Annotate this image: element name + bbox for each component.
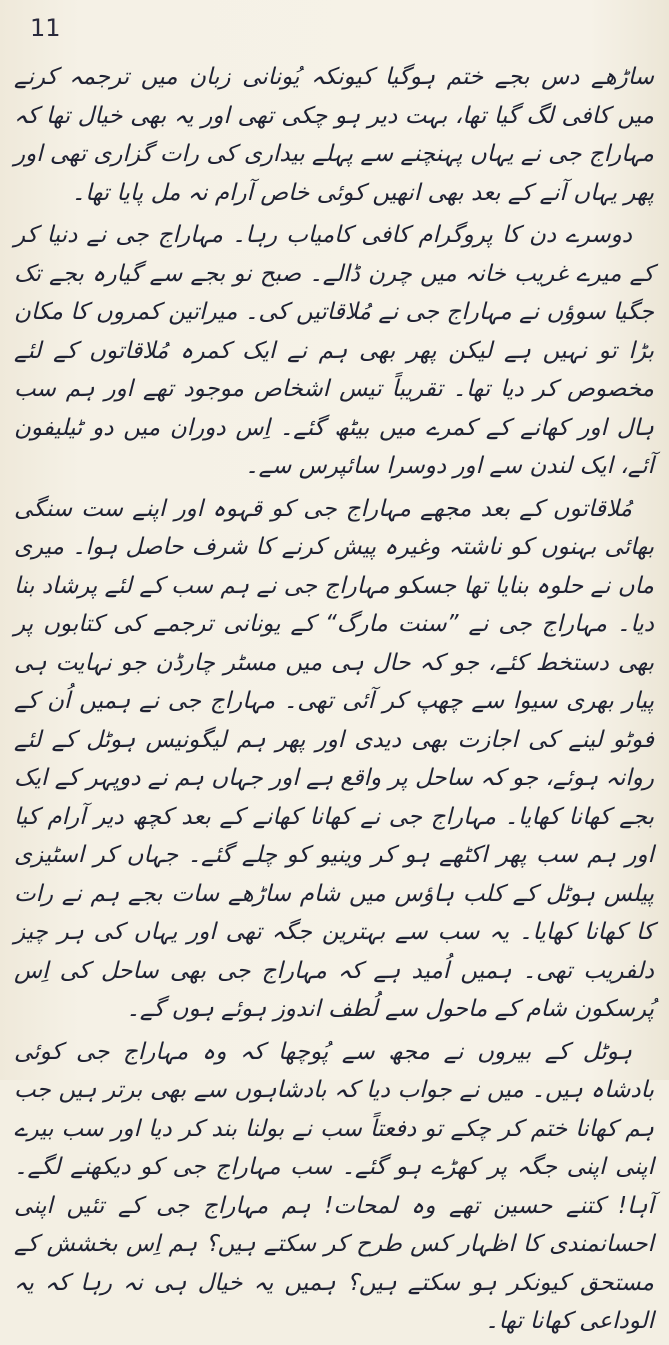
paragraph-4: ہوٹل کے بیروں نے مجھ سے پُوچھا کہ وہ مہاراج جی کوئی بادشاہ ہیں۔ میں نے جواب دیا کہ بادشاہوں سے بھی برتر ہیں جب ہم کھانا ختم کر چکے تو دفعتاً سب نے بولنا بند کر دیا اور سب بیرے اپنی اپنی جگہ پر کھڑے ہو گئے۔ سب مہاراج جی کو دیکھنے لگے۔ آہا! کتنے حسین تھے وہ لمحات! ہم مہاراج جی کے تئیں اپنی احسانمندی کا اظہار کس طرح کر سکتے ہیں؟ ہم اِس بخشش کے مستحق کیونکر ہو سکتے ہیں؟ ہمیں یہ خیال ہی نہ رہا کہ یہ الوداعی کھانا تھا۔ — [14, 1038, 654, 1334]
urdu-text-body — [14, 58, 654, 1345]
paragraph-3: مُلاقاتوں کے بعد مجھے مہاراج جی کو قہوہ اور اپنے ست سنگی بھائی بہنوں کو ناشتہ وغیرہ پیش کرنے کا شرف حاصل ہوا۔ میری ماں نے حلوہ بنایا تھا جسکو مہاراج جی نے ہم سب کے لئے پرشاد بنا دیا۔ مہاراج جی نے ”سنت مارگ“ کے یونانی ترجمے کی کتابوں پر بھی دستخط کئے، جو کہ حال ہی میں مسٹر چارڈن جو نہایت ہی پیار بھری سیوا سے چھپ کر آئی تھی۔ مہاراج جی نے ہمیں اُن کے فوٹو لینے کی اجازت بھی دیدی اور پھر ہم لیگونیس ہوٹل کے لئے روانہ ہوئے، جو کہ ساحل پر واقع ہے اور جہاں ہم نے دوپہر کے ایک بجے کھانا کھایا۔ مہاراج جی نے کھانا کھانے کے بعد کچھ دیر آرام کیا اور ہم سب پھر اکٹھے ہو کر وینیو کو چلے گئے۔ جہاں کر اسٹیزی پیلس ہوٹل کے کلب ہاؤس میں شام ساڑھے سات بجے ہم نے رات کا کھانا کھایا۔ یہ سب سے بہترین جگہ تھی اور یہاں کی ہر چیز دلفریب تھی۔ ہمیں اُمید ہے کہ مہاراج جی بھی ساحل کی اِس پُرسکون شام کے ماحول سے لُطف اندوز ہوئے ہوں گے۔ — [14, 495, 654, 1022]
page-number: 11 — [30, 14, 61, 42]
paragraph-1: ساڑھے دس بجے ختم ہوگیا کیونکہ یُونانی زبان میں ترجمہ کرنے میں کافی لگ گیا تھا، بہت دیر ہو چکی تھی اور یہ بھی خیال تھا کہ مہاراج جی نے یہاں پہنچنے سے پہلے بیداری کی رات گزاری تھی اور پھر یہاں آنے کے بعد بھی انھیں کوئی خاص آرام نہ مل پایا تھا۔ — [14, 64, 654, 206]
paragraph-2: دوسرے دن کا پروگرام کافی کامیاب رہا۔ مہاراج جی نے دنیا کر کے میرے غریب خانہ میں چرن ڈالے۔ صبح نو بجے سے گیارہ بجے تک جگیا سوؤں نے مہاراج جی نے مُلاقاتیں کی۔ میراتین کمروں کا مکان بڑا تو نہیں ہے لیکن پھر بھی ہم نے ایک کمرہ مُلاقاتوں کے لئے مخصوص کر دیا تھا۔ تقریباً تیس اشخاص موجود تھے اور ہم سب ہال اور کھانے کے کمرے میں بیٹھ گئے۔ اِس دوران میں دو ٹیلیفون آئے، ایک لندن سے اور دوسرا سائپرس سے۔ — [14, 222, 654, 479]
